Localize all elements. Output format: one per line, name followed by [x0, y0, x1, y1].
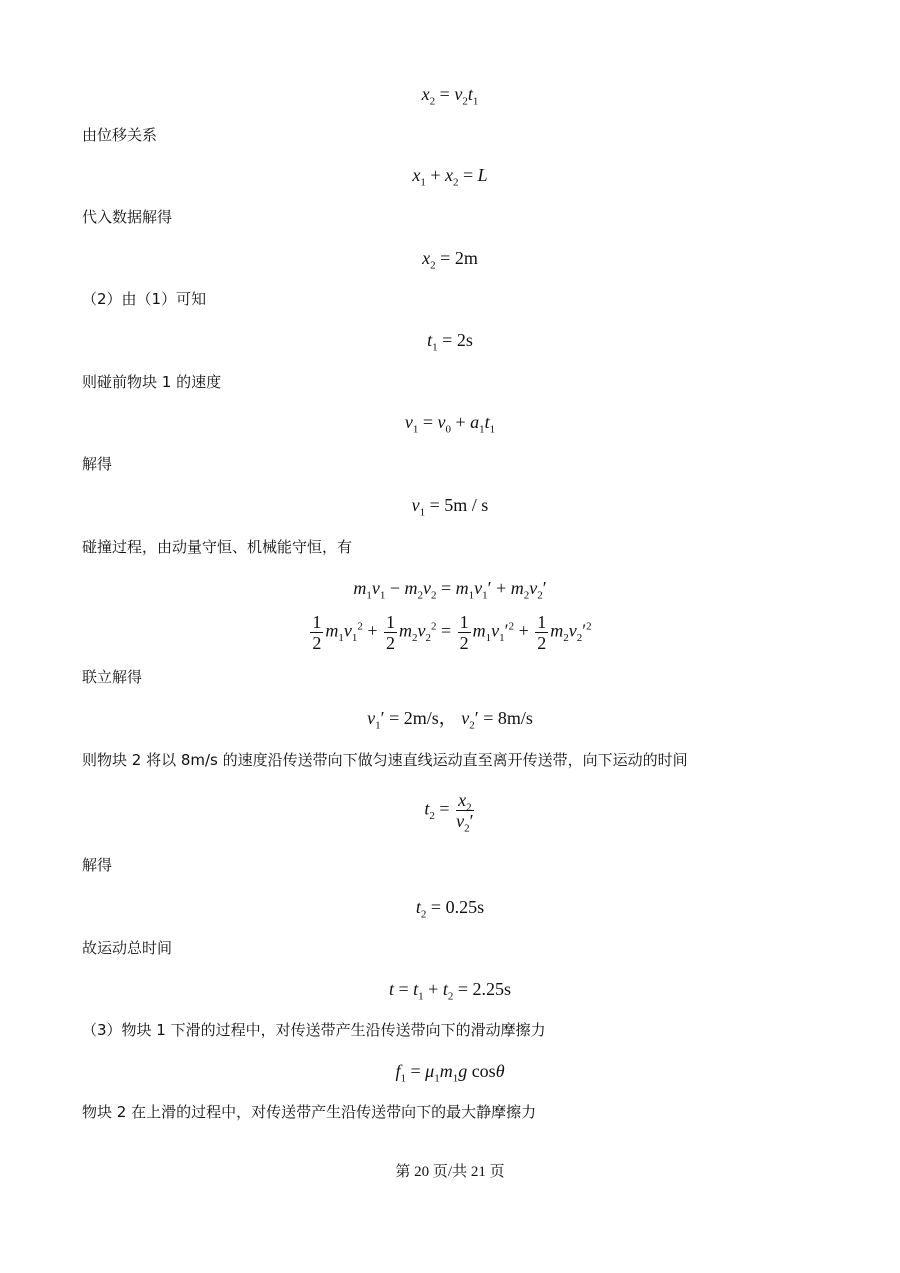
text-line: 代入数据解得: [82, 208, 173, 226]
text-line: 则物块 2 将以 8m/s 的速度沿传送带向下做匀速直线运动直至离开传送带，向下运动的时间: [82, 751, 688, 769]
equation-t1-value: $t_1 = 2s$: [427, 330, 473, 354]
text-line: 由位移关系: [82, 126, 158, 144]
text-line: （3）物块 1 下滑的过程中，对传送带产生沿传送带向下的滑动摩擦力: [82, 1021, 546, 1039]
equation-displacement-sum: $x_1 + x_2 = L$: [412, 165, 488, 189]
text-line: 碰撞过程，由动量守恒、机械能守恒，有: [82, 538, 353, 556]
text-line: 则碰前物块 1 的速度: [82, 373, 222, 391]
equation-t2: $t_2$ = $\frac{x_2}{v_2'}$: [424, 790, 474, 835]
page-footer: 第 20 页/共 21 页: [395, 1164, 505, 1180]
text-line: 故运动总时间: [82, 939, 173, 957]
text-line: 解得: [82, 856, 113, 874]
equation-momentum: $m_1v_1 - m_2v_2 = m_1v_1' + m_2v_2'$: [353, 578, 547, 602]
equation-energy: $\frac{1}{2}$ $m_1v_1^2$ + $\frac{1}{2}$ $m_2v_2^2$ = $\frac{1}{2}$ $m_1v_1'^2$ + $\frac{1}{2}$ $m_2v_2'^2$: [312, 612, 592, 653]
equation-v1-value: $v_1 = 5m / s$: [411, 495, 489, 519]
equation-t2-value: $t_2 = 0.25s$: [415, 897, 485, 921]
equation-v1: $v_1 = v_0 + a_1t_1$: [404, 412, 496, 436]
equation-friction: $f_1 = \mu_1m_1g$ cosθ: [395, 1061, 505, 1085]
text-line: 联立解得: [82, 668, 143, 686]
text-line: 解得: [82, 455, 113, 473]
equation-x2: $x_2 = v_2t_1$: [421, 84, 479, 108]
text-line: （2）由（1）可知: [82, 290, 207, 308]
equation-total-time: $t = t_1 + t_2 = 2.25s$: [388, 979, 511, 1003]
equation-x2-value: $x_2 = 2m$: [422, 248, 478, 272]
equation-velocities-after: $v_1' = 2m/s$， $v_2' = 8m/s$: [367, 708, 533, 732]
text-line: 物块 2 在上滑的过程中，对传送带产生沿传送带向下的最大静摩擦力: [82, 1103, 537, 1121]
